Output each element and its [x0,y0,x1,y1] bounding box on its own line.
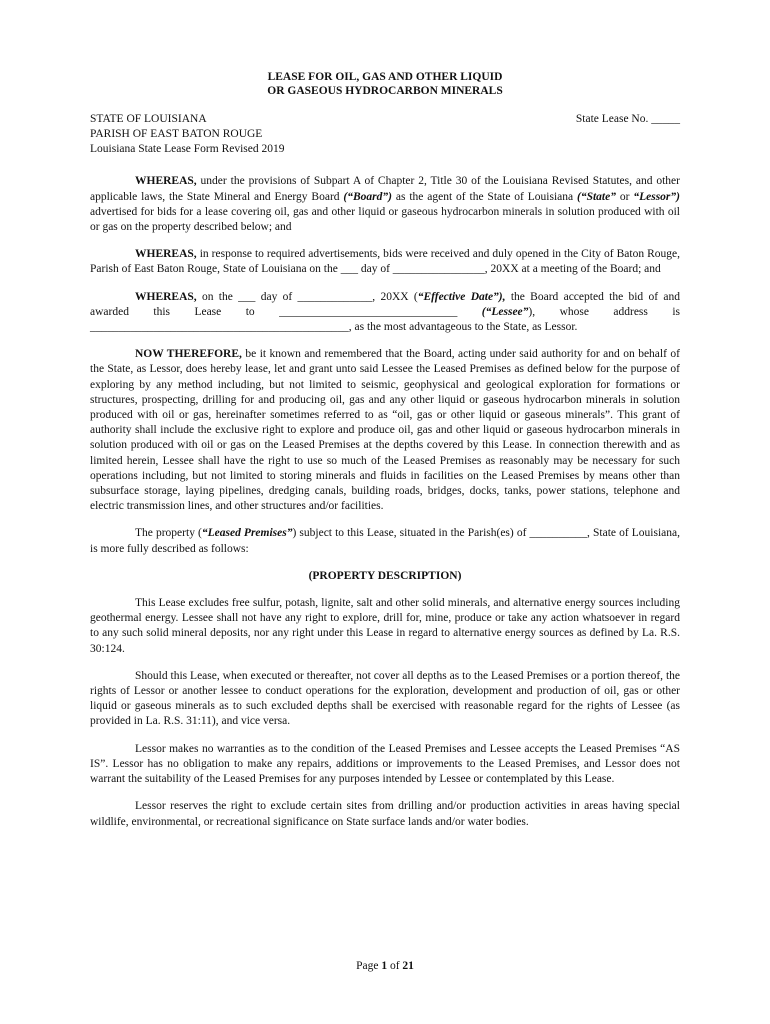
paragraph-whereas-3 [90,290,680,336]
footer-page-total: 21 [402,960,414,972]
whereas-2-text: in response to required advertisements, bids were received and duly opened in the City of Baton Rouge, Parish of East Baton Rouge, State of Louisiana on the ___ day of ________________, 20XX at a meeting of the Board; and [90,248,680,276]
paragraph-property [90,526,680,556]
document-body [90,70,680,830]
property-description-heading: (PROPERTY DESCRIPTION) [308,569,462,582]
header-parish: PARISH OF EAST BATON ROUGE [90,127,263,140]
whereas-2-lead: WHEREAS, [135,248,197,261]
document-title [90,70,680,98]
property-text-a: The property ( [135,527,202,540]
paragraph-whereas-2 [90,247,680,277]
footer-page-number: 1 [381,960,388,972]
now-therefore-text: be it known and remembered that the Board, acting under said authority for and on behalf of the State, as Lessor, does hereby lease, let and grant unto said Lessee the Leased Premises as defined below for the purpose of exploring by any method including, but not limited to seismic, geophysical and geological exploration for formations or structures, prospecting, drilling for and producing oil, gas and any other liquid or gaseous hydrocarbon minerals in solution produced with oil or gas, hereinafter sometimes referred to as “oil, gas or other liquid or gaseous minerals”. This grant of authority shall include the exclusive right to explore and produce oil, gas and other liquid or gaseous hydrocarbon minerals in solution produced with oil or gas on the Leased Premises at the depths covered by this Lease. In connection therewith and as limited herein, Lessee shall have the right to use so much of the Leased Premises as reasonably may be necessary for such operations including, but not limited to storing minerals and fluids in facilities on the Leased Premises by means other than subsurface storage, laying pipelines, dredging canals, building roads, bridges, docks, tanks, power stations, telephone and electric transmission lines, and other structures and/or facilities. [90,348,680,513]
paragraph-depths: Should this Lease, when executed or thereafter, not cover all depths as to the Leased Premises or a portion thereof, the rights of Lessor or another lessee to conduct operations for the exploration, development and production of oil, gas or other liquid or gaseous minerals as to such excluded depths shall be exercised with reasonable regard for the rights of Lessee (as provided in La. R.S. 31:11), and vice versa. [90,669,680,728]
whereas-3-effective-date: “Effective Date”), [417,290,506,303]
whereas-1-text-c: advertised for bids for a lease covering oil, gas and other liquid or gaseous hydrocarbon minerals in solution produced with oil or gas on the property described below; and [90,205,680,233]
whereas-3-lessee: (“Lessee” [481,305,529,318]
paragraph-reserved-sites: Lessor reserves the right to exclude certain sites from drilling and/or production activities in areas having special wildlife, environmental, or recreational significance on State surface lands and/or water bodies. [90,800,680,828]
header-state: STATE OF LOUISIANA [90,113,207,125]
paragraph-warranties: Lessor makes no warranties as to the condition of the Leased Premises and Lessee accepts the Leased Premises “AS IS”. Lessor has no obligation to make any repairs, additions or improvements to the Leased Premises, and Lessor does not warrant the suitability of the Leased Premises for any purposes intended by Lessee or contemplated by this Lease. [90,742,680,786]
whereas-1-lead: WHEREAS, [135,175,197,188]
footer-page-word: Page [356,960,382,972]
page-footer [0,960,770,972]
header-form: Louisiana State Lease Form Revised 2019 [90,142,285,155]
footer-of-word: of [387,960,403,972]
whereas-3-text-c: ), whose address is _____________________________________________, as the most advantageous to the State, as Lessor. [90,305,681,334]
whereas-1-or: or [616,190,634,203]
paragraph-exclusions: This Lease excludes free sulfur, potash, lignite, salt and other solid minerals, and alternative energy sources including geothermal energy. Lessee shall not have any right to explore, drill for, mine, produce or take any action whatsoever in regard to any such solid mineral deposits, nor any right under this Lease in regard to alternative energy sources as defined by La. R.S. 30:124. [90,597,680,655]
whereas-3-text-b: the Board accepted the bid of and awarded this Lease to _______________________________ [90,290,680,318]
title-line-2: OR GASEOUS HYDROCARBON MINERALS [267,85,503,97]
document-header [90,112,680,156]
whereas-3-lead: WHEREAS, [135,290,197,303]
paragraph-now-therefore [90,347,680,514]
whereas-1-state: (“State” [577,190,616,203]
whereas-1-text-b: as the agent of the State of Louisiana [391,190,578,203]
now-therefore-lead: NOW THEREFORE, [135,348,242,361]
lease-number: State Lease No. _____ [575,113,680,125]
whereas-1-board: (“Board”) [343,190,392,203]
title-line-1: LEASE FOR OIL, GAS AND OTHER LIQUID [267,71,503,83]
whereas-1-lessor: “Lessor”) [633,190,680,203]
property-leased-premises: “Leased Premises” [201,527,293,540]
whereas-3-text-a: on the ___ day of _____________, 20XX ( [196,290,418,303]
paragraph-whereas-1 [90,174,680,235]
whereas-1-text-a: under the provisions of Subpart A of Chapter 2, Title 30 of the Louisiana Revised Statutes, and other applicable laws, the State Mineral and Energy Board [90,175,680,203]
property-text-b: ) subject to this Lease, situated in the Parish(es) of __________, State of Louisiana, is more fully described as follows: [90,527,681,555]
